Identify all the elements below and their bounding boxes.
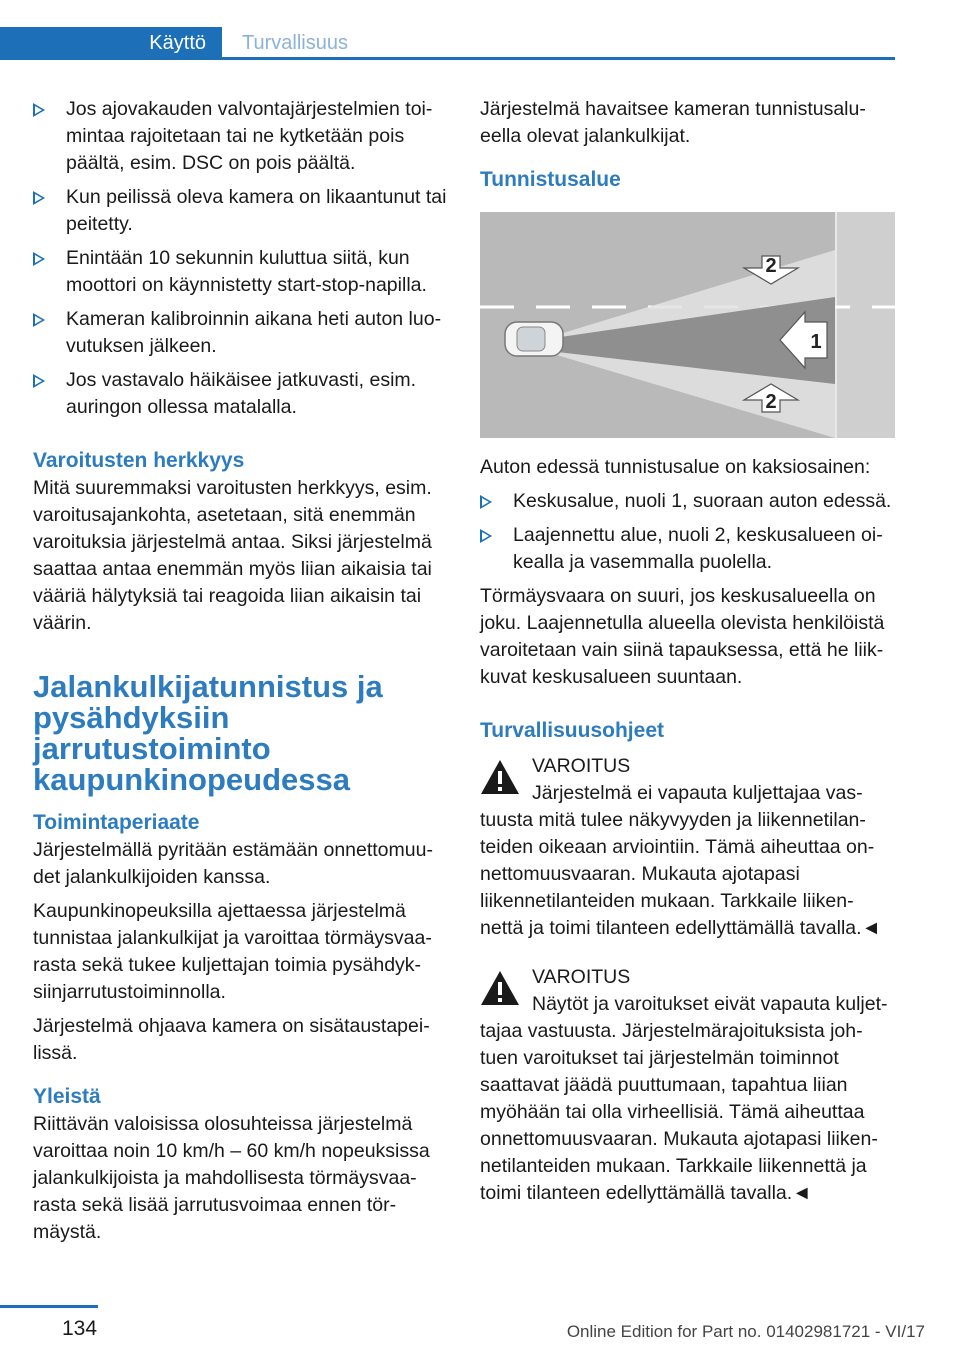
list-item-text: Enintään 10 sekunnin kuluttua siitä, kun moottori on käynnistetty start-stop-napilla. xyxy=(66,247,427,296)
page-number: 134 xyxy=(62,1317,98,1340)
left-column xyxy=(33,96,447,1253)
paragraph-herkkyys: Mitä suuremmaksi varoitusten herkkyys, esim. varoitusajankohta, asetetaan, sitä enemmän varoituksia järjestelmä antaa. Siksi järjestelmä saattaa antaa enemmän myös liian aikaisia tai vääriä hälytyksiä tai reagoida liian aikaisin tai väärin. xyxy=(33,477,432,634)
paragraph-toiminta-3: Järjestelmä ohjaava kamera on sisätaustapei-lissä. xyxy=(33,1015,430,1064)
label-arrow-2-bottom: 2 xyxy=(765,391,777,413)
paragraph-yleista: Riittävän valoisissa olosuhteissa järjestelmä varoittaa noin 10 km/h – 60 km/h nopeuksissa jalankulkijoista ja mahdollisesta törmäysvaa-rasta sekä lisää jarrutusvoimaa ennen tör-mäystä. xyxy=(33,1113,430,1243)
car-icon xyxy=(505,322,563,356)
warning-title: VAROITUS xyxy=(532,966,631,988)
list-item-text: Laajennettu alue, nuoli 2, keskusalueen oi-kealla ja vasemmalla puolella. xyxy=(513,524,883,573)
triangle-bullet-icon xyxy=(33,252,45,266)
triangle-bullet-icon xyxy=(480,495,492,509)
triangle-bullet-icon xyxy=(33,103,45,117)
triangle-bullet-icon xyxy=(480,529,492,543)
heading-toimintaperiaate: Toimintaperiaate xyxy=(33,811,200,834)
list-item xyxy=(33,184,447,238)
road-edge xyxy=(835,212,837,438)
list-item-text: Keskusalue, nuoli 1, suoraan auton edessä. xyxy=(513,490,892,512)
warning-block-1 xyxy=(480,753,895,942)
list-item xyxy=(33,245,447,299)
warning-body: tajaa vastuusta. Järjestelmärajoituksista joh-tuen varoitukset tai järjestelmän toiminnot saattavat jäädä puuttumaan, tapahtua liian myöhään tai olla virheellisiä. Tämä aiheuttaa onnettomuusvaaran. Mukauta ajotapasi liiken-netilanteiden mukaan. Tarkkaile liikennettä ja toimi tilanteen edellyttämällä tavalla.◄ xyxy=(480,1020,878,1204)
warning-block-2 xyxy=(480,964,895,1207)
list-item xyxy=(33,96,447,177)
label-arrow-2-top: 2 xyxy=(765,255,777,277)
list-item-text: Jos vastavalo häikäisee jatkuvasti, esim. auringon ollessa matalalla. xyxy=(66,369,417,418)
paragraph-intro: Järjestelmä havaitsee kameran tunnistusalu-eella olevat jalankulkijat. xyxy=(480,98,866,147)
paragraph-toiminta-2: Kaupunkinopeuksilla ajettaessa järjestelmä tunnistaa jalankulkijat ja varoittaa törmäysvaa-rasta sekä tukee kuljettajan toimia pysähdyk-siinjarrutustoiminnolla. xyxy=(33,900,432,1003)
label-arrow-1: 1 xyxy=(810,331,822,353)
heading-yleista: Yleistä xyxy=(33,1085,101,1108)
list-item-text: Kun peilissä oleva kamera on likaantunut tai peitetty. xyxy=(66,186,447,235)
edition-footer: Online Edition for Part no. 01402981721 - VI/17 xyxy=(566,1322,925,1341)
triangle-bullet-icon xyxy=(33,313,45,327)
paragraph-alue: Auton edessä tunnistusalue on kaksiosainen: xyxy=(480,456,871,478)
footer-rule xyxy=(0,1305,98,1308)
list-item xyxy=(33,367,447,421)
warning-triangle-icon xyxy=(480,970,520,1006)
warning-body: tuusta mitä tulee näkyvyyden ja liikennetilan-teiden oikeaan arviointiin. Tämä aiheuttaa on-nettomuusvaaran. Mukauta ajotapasi liikennetilanteiden mukaan. Tarkkaile liiken-nettä ja toimi tilanteen edellyttämällä tavalla.◄ xyxy=(480,809,881,939)
page-section-title: Jalankulkijatunnistus ja pysähdyksiin jarrutustoiminto kaupunkinopeudessa xyxy=(33,669,383,797)
list-item-text: Kameran kalibroinnin aikana heti auton luo-vutuksen jälkeen. xyxy=(66,308,442,357)
detection-area-diagram xyxy=(480,212,895,438)
area-list xyxy=(480,488,895,576)
heading-turvallisuusohjeet: Turvallisuusohjeet xyxy=(480,719,664,742)
warning-triangle-icon xyxy=(480,759,520,795)
warning-lead: Järjestelmä ei vapauta kuljettajaa vas- xyxy=(532,782,863,804)
right-column xyxy=(480,96,895,1207)
heading-varoitusten-herkkyys: Varoitusten herkkyys xyxy=(33,449,245,472)
tab-turvallisuus[interactable]: Turvallisuus xyxy=(242,32,348,54)
warning-title: VAROITUS xyxy=(532,755,631,777)
triangle-bullet-icon xyxy=(33,374,45,388)
tab-kaytto[interactable]: Käyttö xyxy=(0,27,222,60)
list-item xyxy=(480,488,895,515)
list-item xyxy=(33,306,447,360)
paragraph-vaara: Törmäysvaara on suuri, jos keskusalueella on joku. Laajennetulla alueella olevista henkilöistä varoitetaan vain siinä tapauksessa, että he liik-kuvat keskusalueen suuntaan. xyxy=(480,585,885,688)
paragraph-toiminta-1: Järjestelmällä pyritään estämään onnettomuu-det jalankulkijoiden kanssa. xyxy=(33,839,433,888)
header-bar xyxy=(0,0,895,60)
list-item-text: Jos ajovakauden valvontajärjestelmien toi-mintaa rajoitetaan tai ne kytketään pois päältä, esim. DSC on pois päältä. xyxy=(66,98,433,174)
triangle-bullet-icon xyxy=(33,191,45,205)
conditions-list xyxy=(33,96,447,421)
warning-lead: Näytöt ja varoitukset eivät vapauta kuljet- xyxy=(532,993,888,1015)
heading-tunnistusalue: Tunnistusalue xyxy=(480,168,621,191)
list-item xyxy=(480,522,895,576)
